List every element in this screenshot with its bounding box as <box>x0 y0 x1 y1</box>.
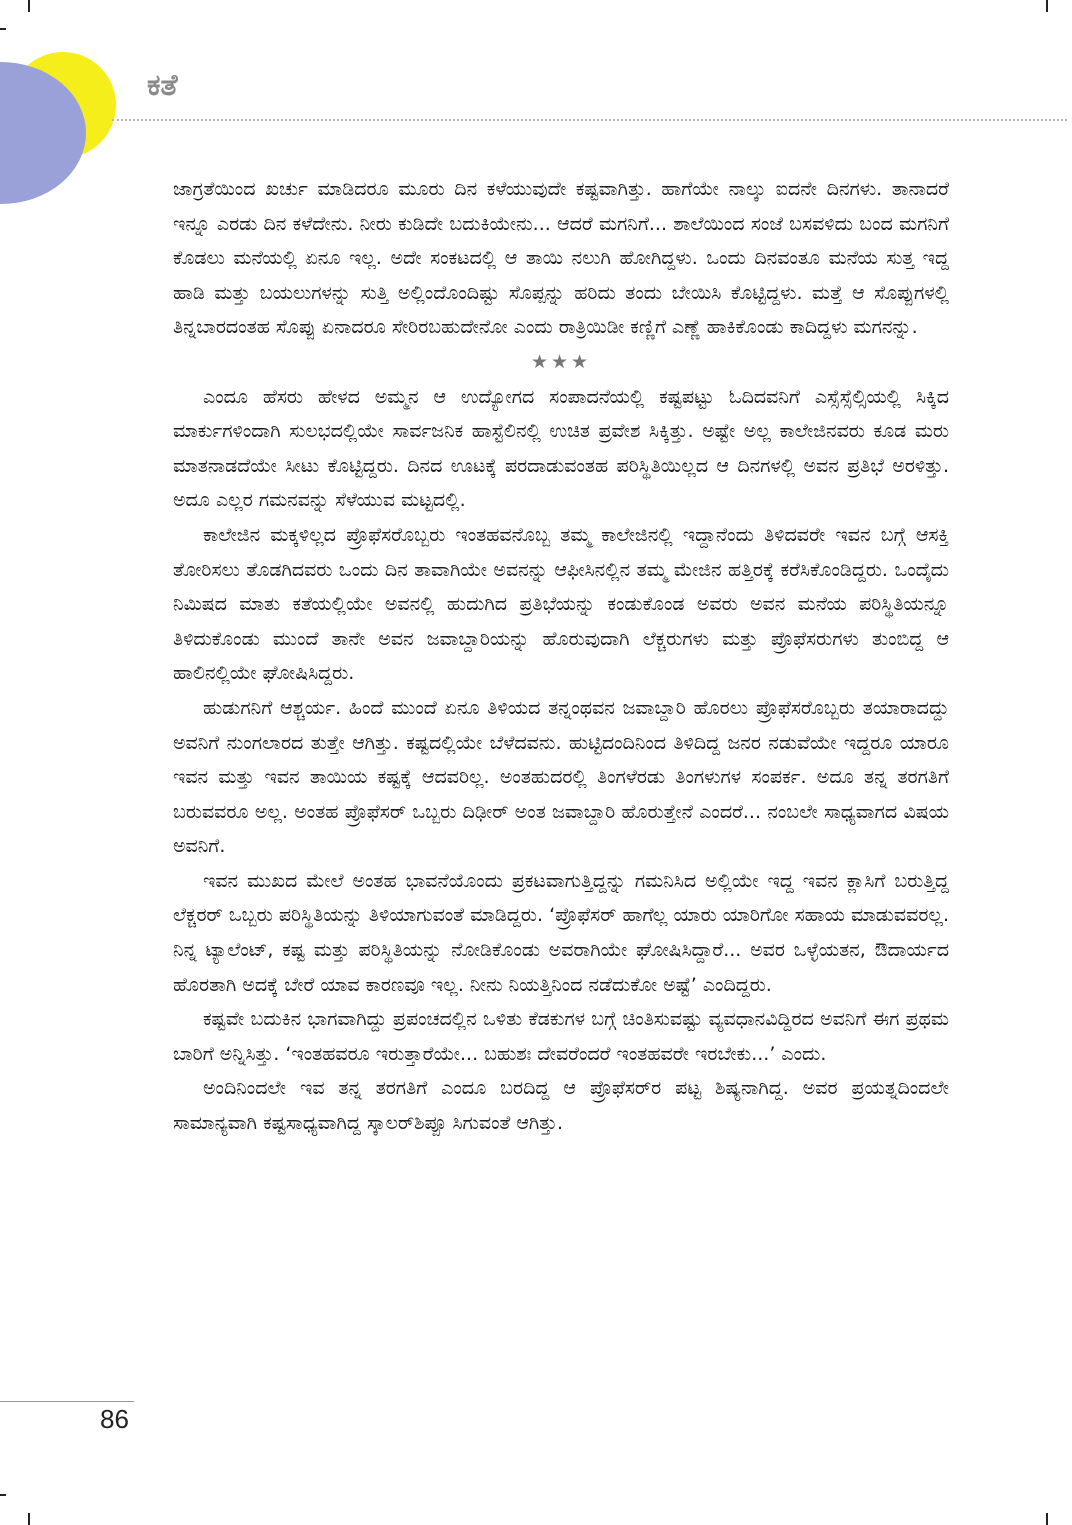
decorative-circles <box>0 0 140 220</box>
story-paragraph: ಕಾಲೇಜಿನ ಮಕ್ಕಳಿಲ್ಲದ ಪ್ರೊಫೆಸರೊಬ್ಬರು ಇಂತಹವನೊಬ್ಬ ತಮ್ಮ ಕಾಲೇಜಿನಲ್ಲಿ ಇದ್ದಾನೆಂದು ತಿಳಿದವರೇ ಇವನ ಬಗ್ಗೆ ಆಸಕ್ತಿ ತೋರಿಸಲು ತೊಡಗಿದವರು ಒಂದು ದಿನ ತಾವಾಗಿಯೇ ಅವನನ್ನು ಆಫೀಸಿನಲ್ಲಿನ ತಮ್ಮ ಮೇಜಿನ ಹತ್ತಿರಕ್ಕೆ ಕರೆಸಿಕೊಂಡಿದ್ದರು. ಒಂದೈದು ನಿಮಿಷದ ಮಾತು ಕತೆಯಲ್ಲಿಯೇ ಅವನಲ್ಲಿ ಹುದುಗಿದ ಪ್ರತಿಭೆಯನ್ನು ಕಂಡುಕೊಂಡ ಅವರು ಅವನ ಮನೆಯ ಪರಿಸ್ಥಿತಿಯನ್ನೂ ತಿಳಿದುಕೊಂಡು ಮುಂದೆ ತಾನೇ ಅವನ ಜವಾಬ್ದಾರಿಯನ್ನು ಹೊರುವುದಾಗಿ ಲೆಕ್ಚರುಗಳು ಮತ್ತು ಪ್ರೊಫೆಸರುಗಳು ತುಂಬಿದ್ದ ಆ ಹಾಲಿನಲ್ಲಿಯೇ ಘೋಷಿಸಿದ್ದರು. <box>173 523 949 685</box>
section-separator-stars: ★★★ <box>530 350 592 373</box>
story-paragraph: ಹುಡುಗನಿಗೆ ಆಶ್ಚರ್ಯ. ಹಿಂದೆ ಮುಂದೆ ಏನೂ ತಿಳಿಯದ ತನ್ನಂಥವನ ಜವಾಬ್ದಾರಿ ಹೊರಲು ಪ್ರೊಫೆಸರೊಬ್ಬರು ತಯಾರಾದದ್ದು ಅವನಿಗೆ ನುಂಗಲಾರದ ತುತ್ತೇ ಆಗಿತ್ತು. ಕಷ್ಟದಲ್ಲಿಯೇ ಬೆಳೆದವನು. ಹುಟ್ಟಿದಂದಿನಿಂದ ತಿಳಿದಿದ್ದ ಜನರ ನಡುವೆಯೇ ಇದ್ದರೂ ಯಾರೂ ಇವನ ಮತ್ತು ಇವನ ತಾಯಿಯ ಕಷ್ಟಕ್ಕೆ ಆದವರಿಲ್ಲ. ಅಂತಹುದರಲ್ಲಿ ತಿಂಗಳೆರಡು ತಿಂಗಳುಗಳ ಸಂಪರ್ಕ. ಅದೂ ತನ್ನ ತರಗತಿಗೆ ಬರುವವರೂ ಅಲ್ಲ. ಅಂತಹ ಪ್ರೊಫೆಸರ್ ಒಬ್ಬರು ದಿಢೀರ್ ಅಂತ ಜವಾಬ್ದಾರಿ ಹೊರುತ್ತೇನೆ ಎಂದರೆ... ನಂಬಲೇ ಸಾಧ್ಯವಾಗದ ವಿಷಯ ಅವನಿಗೆ. <box>173 696 949 858</box>
page-number: 86 <box>100 1404 129 1434</box>
crop-mark <box>28 1513 30 1525</box>
footer-divider <box>0 1401 134 1402</box>
section-label: ಕತೆ <box>147 68 178 103</box>
crop-mark <box>1046 1513 1048 1525</box>
crop-mark <box>1046 0 1048 12</box>
crop-mark <box>0 1494 6 1496</box>
dotted-divider <box>112 119 1067 121</box>
story-paragraph: ಎಂದೂ ಹೆಸರು ಹೇಳದ ಅಮ್ಮನ ಆ ಉದ್ಯೋಗದ ಸಂಪಾದನೆಯಲ್ಲಿ ಕಷ್ಟಪಟ್ಟು ಓದಿದವನಿಗೆ ಎಸ್ಸೆಸ್ಸೆಲ್ಸಿಯಲ್ಲಿ ಸಿಕ್ಕಿದ ಮಾರ್ಕುಗಳಿಂದಾಗಿ ಸುಲಭದಲ್ಲಿಯೇ ಸಾರ್ವಜನಿಕ ಹಾಸ್ಟೆಲಿನಲ್ಲಿ ಉಚಿತ ಪ್ರವೇಶ ಸಿಕ್ಕಿತ್ತು. ಅಷ್ಟೇ ಅಲ್ಲ ಕಾಲೇಜಿನವರು ಕೂಡ ಮರು ಮಾತನಾಡದೆಯೇ ಸೀಟು ಕೊಟ್ಟಿದ್ದರು. ದಿನದ ಊಟಕ್ಕೆ ಪರದಾಡುವಂತಹ ಪರಿಸ್ಥಿತಿಯಿಲ್ಲದ ಆ ದಿನಗಳಲ್ಲಿ ಅವನ ಪ್ರತಿಭೆ ಅರಳಿತ್ತು. ಅದೂ ಎಲ್ಲರ ಗಮನವನ್ನು ಸೆಳೆಯುವ ಮಟ್ಟದಲ್ಲಿ. <box>173 385 949 512</box>
story-paragraph: ಕಷ್ಟವೇ ಬದುಕಿನ ಭಾಗವಾಗಿದ್ದು ಪ್ರಪಂಚದಲ್ಲಿನ ಒಳಿತು ಕೆಡಕುಗಳ ಬಗ್ಗೆ ಚಿಂತಿಸುವಷ್ಟು ವ್ಯವಧಾನವಿದ್ದಿರದ ಅವನಿಗೆ ಈಗ ಪ್ರಥಮ ಬಾರಿಗೆ ಅನ್ನಿಸಿತ್ತು. ‘ಇಂತಹವರೂ ಇರುತ್ತಾರೆಯೇ... ಬಹುಶಃ ದೇವರೆಂದರೆ ಇಂತಹವರೇ ಇರಬೇಕು...’ ಎಂದು. <box>173 1008 949 1065</box>
story-paragraph: ಇವನ ಮುಖದ ಮೇಲೆ ಅಂತಹ ಭಾವನೆಯೊಂದು ಪ್ರಕಟವಾಗುತ್ತಿದ್ದನ್ನು ಗಮನಿಸಿದ ಅಲ್ಲಿಯೇ ಇದ್ದ ಇವನ ಕ್ಲಾಸಿಗೆ ಬರುತ್ತಿದ್ದ ಲೆಕ್ಚರರ್ ಒಬ್ಬರು ಪರಿಸ್ಥಿತಿಯನ್ನು ತಿಳಿಯಾಗುವಂತೆ ಮಾಡಿದ್ದರು. ‘ಪ್ರೊಫೆಸರ್ ಹಾಗೆಲ್ಲ ಯಾರು ಯಾರಿಗೋ ಸಹಾಯ ಮಾಡುವವರಲ್ಲ. ನಿನ್ನ ಟ್ಯಾಲೆಂಟ್, ಕಷ್ಟ ಮತ್ತು ಪರಿಸ್ಥಿತಿಯನ್ನು ನೋಡಿಕೊಂಡು ಅವರಾಗಿಯೇ ಘೋಷಿಸಿದ್ದಾರೆ... ಅವರ ಒಳ್ಳೆಯತನ, ಔದಾರ್ಯದ ಹೊರತಾಗಿ ಅದಕ್ಕೆ ಬೇರೆ ಯಾವ ಕಾರಣವೂ ಇಲ್ಲ. ನೀನು ನಿಯತ್ತಿನಿಂದ ನಡೆದುಕೋ ಅಷ್ಟೆ’ ಎಂದಿದ್ದರು. <box>173 869 949 996</box>
story-paragraph: ಜಾಗ್ರತೆಯಿಂದ ಖರ್ಚು ಮಾಡಿದರೂ ಮೂರು ದಿನ ಕಳೆಯುವುದೇ ಕಷ್ಟವಾಗಿತ್ತು. ಹಾಗೆಯೇ ನಾಲ್ಕು ಐದನೇ ದಿನಗಳು. ತಾನಾದರೆ ಇನ್ನೂ ಎರಡು ದಿನ ಕಳೆದೇನು. ನೀರು ಕುಡಿದೇ ಬದುಕಿಯೇನು... ಆದರೆ ಮಗನಿಗೆ... ಶಾಲೆಯಿಂದ ಸಂಜೆ ಬಸವಳಿದು ಬಂದ ಮಗನಿಗೆ ಕೊಡಲು ಮನೆಯಲ್ಲಿ ಏನೂ ಇಲ್ಲ. ಅದೇ ಸಂಕಟದಲ್ಲಿ ಆ ತಾಯಿ ನಲುಗಿ ಹೋಗಿದ್ದಳು. ಒಂದು ದಿನವಂತೂ ಮನೆಯ ಸುತ್ತ ಇದ್ದ ಹಾಡಿ ಮತ್ತು ಬಯಲುಗಳನ್ನು ಸುತ್ತಿ ಅಲ್ಲಿಂದೊಂದಿಷ್ಟು ಸೊಪ್ಪನ್ನು ಹರಿದು ತಂದು ಬೇಯಿಸಿ ಕೊಟ್ಟಿದ್ದಳು. ಮತ್ತೆ ಆ ಸೊಪ್ಪುಗಳಲ್ಲಿ ತಿನ್ನಬಾರದಂತಹ ಸೊಪ್ಪು ಏನಾದರೂ ಸೇರಿರಬಹುದೇನೋ ಎಂದು ರಾತ್ರಿಯಿಡೀ ಕಣ್ಣಿಗೆ ಎಣ್ಣೆ ಹಾಕಿಕೊಂಡು ಕಾದಿದ್ದಳು ಮಗನನ್ನು. <box>173 178 949 339</box>
story-paragraph: ಅಂದಿನಿಂದಲೇ ಇವ ತನ್ನ ತರಗತಿಗೆ ಎಂದೂ ಬರದಿದ್ದ ಆ ಪ್ರೊಫೆಸರ್‌ರ ಪಟ್ಟ ಶಿಷ್ಯನಾಗಿದ್ದ. ಅವರ ಪ್ರಯತ್ನದಿಂದಲೇ ಸಾಮಾನ್ಯವಾಗಿ ಕಷ್ಟಸಾಧ್ಯವಾಗಿದ್ದ ಸ್ಕಾಲರ್‌ಶಿಪ್ಪೂ ಸಿಗುವಂತೆ ಆಗಿತ್ತು. <box>173 1077 949 1135</box>
story-body <box>173 172 949 1141</box>
